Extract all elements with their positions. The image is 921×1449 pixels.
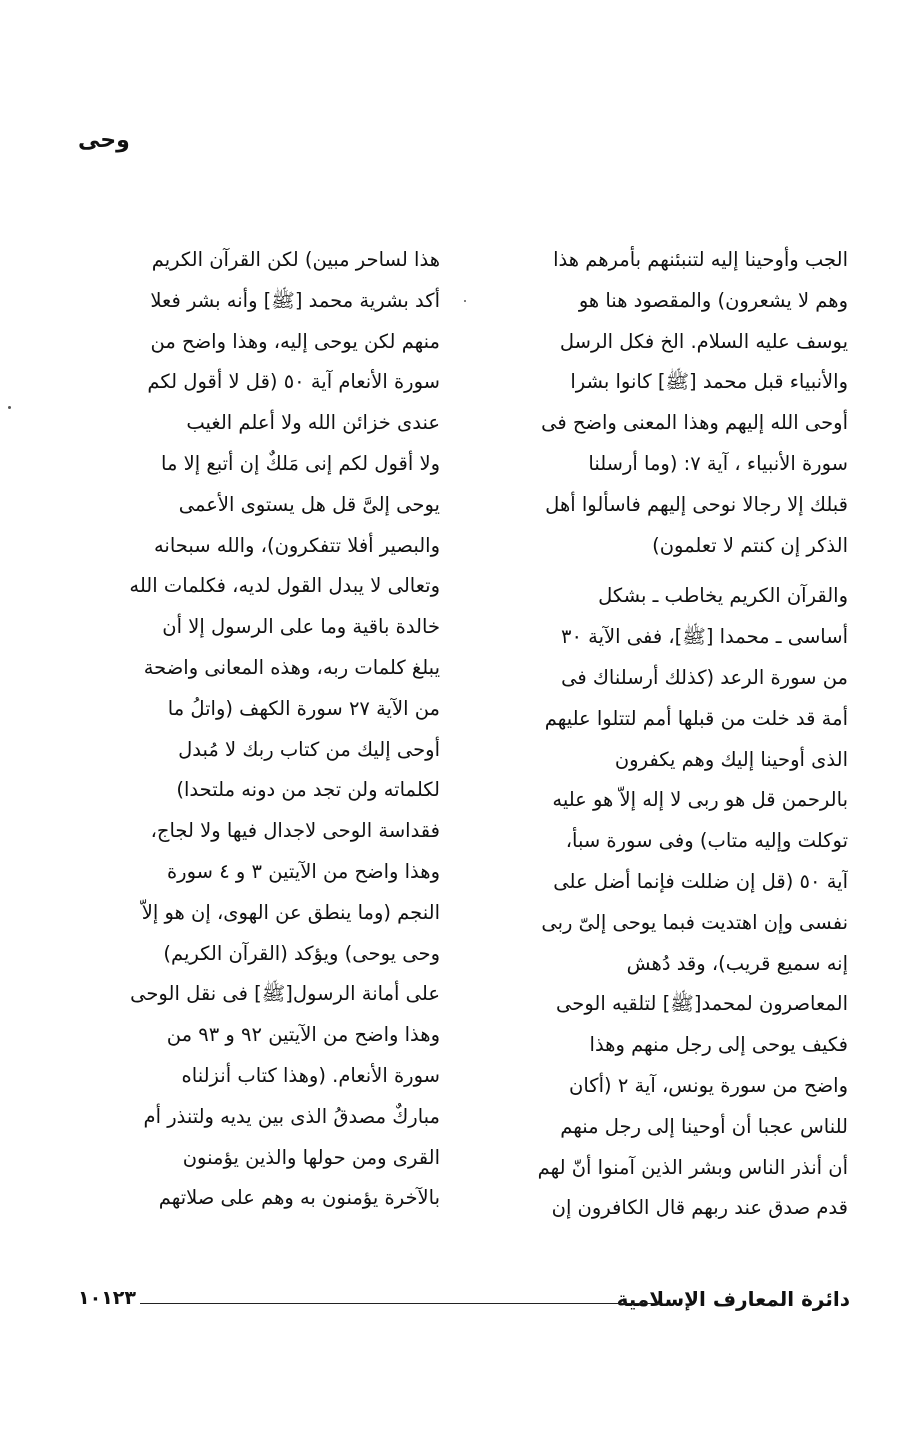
text-line: يوسف عليه السلام. الخ فكل الرسل [559, 329, 848, 353]
footer-rule [140, 1303, 660, 1304]
text-line: وتعالى لا يبدل القول لديه، فكلمات الله [129, 574, 440, 598]
text-line: وهم لا يشعرون) والمقصود هنا هو [578, 288, 848, 312]
text-line: توكلت وإليه متاب) وفى سورة سبأ، [565, 829, 848, 853]
text-line: مباركٌ مصدقُ الذى بين يديه ولتنذر أم [143, 1104, 440, 1128]
text-line: سورة الأنعام. (وهذا كتاب أنزلناه [181, 1063, 440, 1087]
text-line: واضح من سورة يونس، آية ٢ (أكان [569, 1073, 848, 1097]
text-line: وحى يوحى) ويؤكد (القرآن الكريم) [163, 941, 440, 965]
text-line: خالدة باقية وما على الرسول إلا أن [162, 615, 440, 639]
text-line: آية ٥٠ (قل إن ضللت فإنما أضل على [553, 869, 848, 893]
text-line: بالرحمن قل هو ربى لا إله إلاّ هو عليه [552, 788, 848, 812]
paragraph-gap [486, 566, 848, 576]
text-line: سورة الأنبياء ، آية ٧: (وما أرسلنا [588, 451, 848, 475]
text-line: لكلماته ولن تجد من دونه ملتحدا) [176, 778, 440, 802]
text-line: عندى خزائن الله ولا أعلم الغيب [186, 411, 440, 435]
text-line: الذى أوحينا إليك وهم يكفرون [614, 747, 848, 771]
page-footer [78, 1283, 850, 1323]
scan-speck [8, 406, 11, 409]
text-line: والقرآن الكريم يخاطب ـ بشكل [598, 584, 848, 608]
text-line: ولا أقول لكم إنى مَلكٌ إن أتبع إلا ما [161, 451, 440, 475]
text-line: منهم لكن يوحى إليه، وهذا واضح من [150, 329, 440, 353]
text-line: أوحى إليك من كتاب ربك لا مُبدل [178, 737, 440, 761]
text-line: الذكر إن كنتم لا تعلمون) [652, 533, 848, 557]
text-line: أكد بشرية محمد [ﷺ] وأنه بشر فعلا [150, 288, 440, 312]
text-line: أن أنذر الناس وبشر الذين آمنوا أنّ لهم [537, 1155, 848, 1179]
text-line: أمة قد خلت من قبلها أمم لتتلوا عليهم [544, 706, 848, 730]
left-column [78, 240, 440, 1219]
text-line: فكيف يوحى إلى رجل منهم وهذا [589, 1033, 848, 1057]
text-line: والأنبياء قبل محمد [ﷺ] كانوا بشرا [570, 370, 848, 394]
text-line: من الآية ٢٧ سورة الكهف (واتلُ ما [167, 696, 440, 720]
text-line: وهذا واضح من الآيتين ٣ و ٤ سورة [166, 859, 440, 883]
text-line: نفسى وإن اهتديت فبما يوحى إلىّ ربى [541, 910, 848, 934]
text-line: على أمانة الرسول[ﷺ] فى نقل الوحى [130, 982, 440, 1006]
text-line: النجم (وما ينطق عن الهوى، إن هو إلاّ [141, 900, 440, 924]
text-line: أوحى الله إليهم وهذا المعنى واضح فى [541, 411, 848, 435]
text-line: المعاصرون لمحمد[ﷺ] لتلقيه الوحى [556, 992, 848, 1016]
text-line: الجب وأوحينا إليه لتنبئنهم بأمرهم هذا [553, 248, 848, 271]
text-line: قدم صدق عند ربهم قال الكافرون إن [551, 1196, 848, 1220]
text-line: يبلغ كلمات ربه، وهذه المعانى واضحة [143, 655, 440, 679]
text-line: بالآخرة يؤمنون به وهم على صلاتهم [158, 1186, 440, 1210]
text-line: إنه سميع قريب)، وقد دُهش [626, 951, 848, 975]
right-column [486, 240, 848, 1229]
scan-speck [464, 300, 466, 302]
text-line: من سورة الرعد (كذلك أرسلناك فى [561, 665, 848, 689]
text-line: سورة الأنعام آية ٥٠ (قل لا أقول لكم [147, 370, 440, 394]
text-line: والبصير أفلا تتفكرون)، والله سبحانه [153, 533, 440, 557]
text-line: يوحى إلىَّ قل هل يستوى الأعمى [178, 492, 440, 516]
running-head: وحى [78, 128, 130, 153]
text-line: قبلك إلا رجالا نوحى إليهم فاسألوا أهل [545, 492, 848, 516]
text-line: أساسى ـ محمدا [ﷺ]، ففى الآية ٣٠ [560, 625, 848, 649]
text-line: وهذا واضح من الآيتين ٩٢ و ٩٣ من [166, 1023, 440, 1047]
footer-title: دائرة المعارف الإسلامية [616, 1287, 850, 1311]
text-line: فقداسة الوحى لاجدال فيها ولا لجاج، [150, 819, 440, 843]
text-line: للناس عجبا أن أوحينا إلى رجل منهم [560, 1114, 848, 1138]
text-line: القرى ومن حولها والذين يؤمنون [182, 1145, 440, 1169]
text-line: هذا لساحر مبين) لكن القرآن الكريم [151, 248, 440, 271]
page-number: ١٠١٢٣ [78, 1287, 136, 1309]
